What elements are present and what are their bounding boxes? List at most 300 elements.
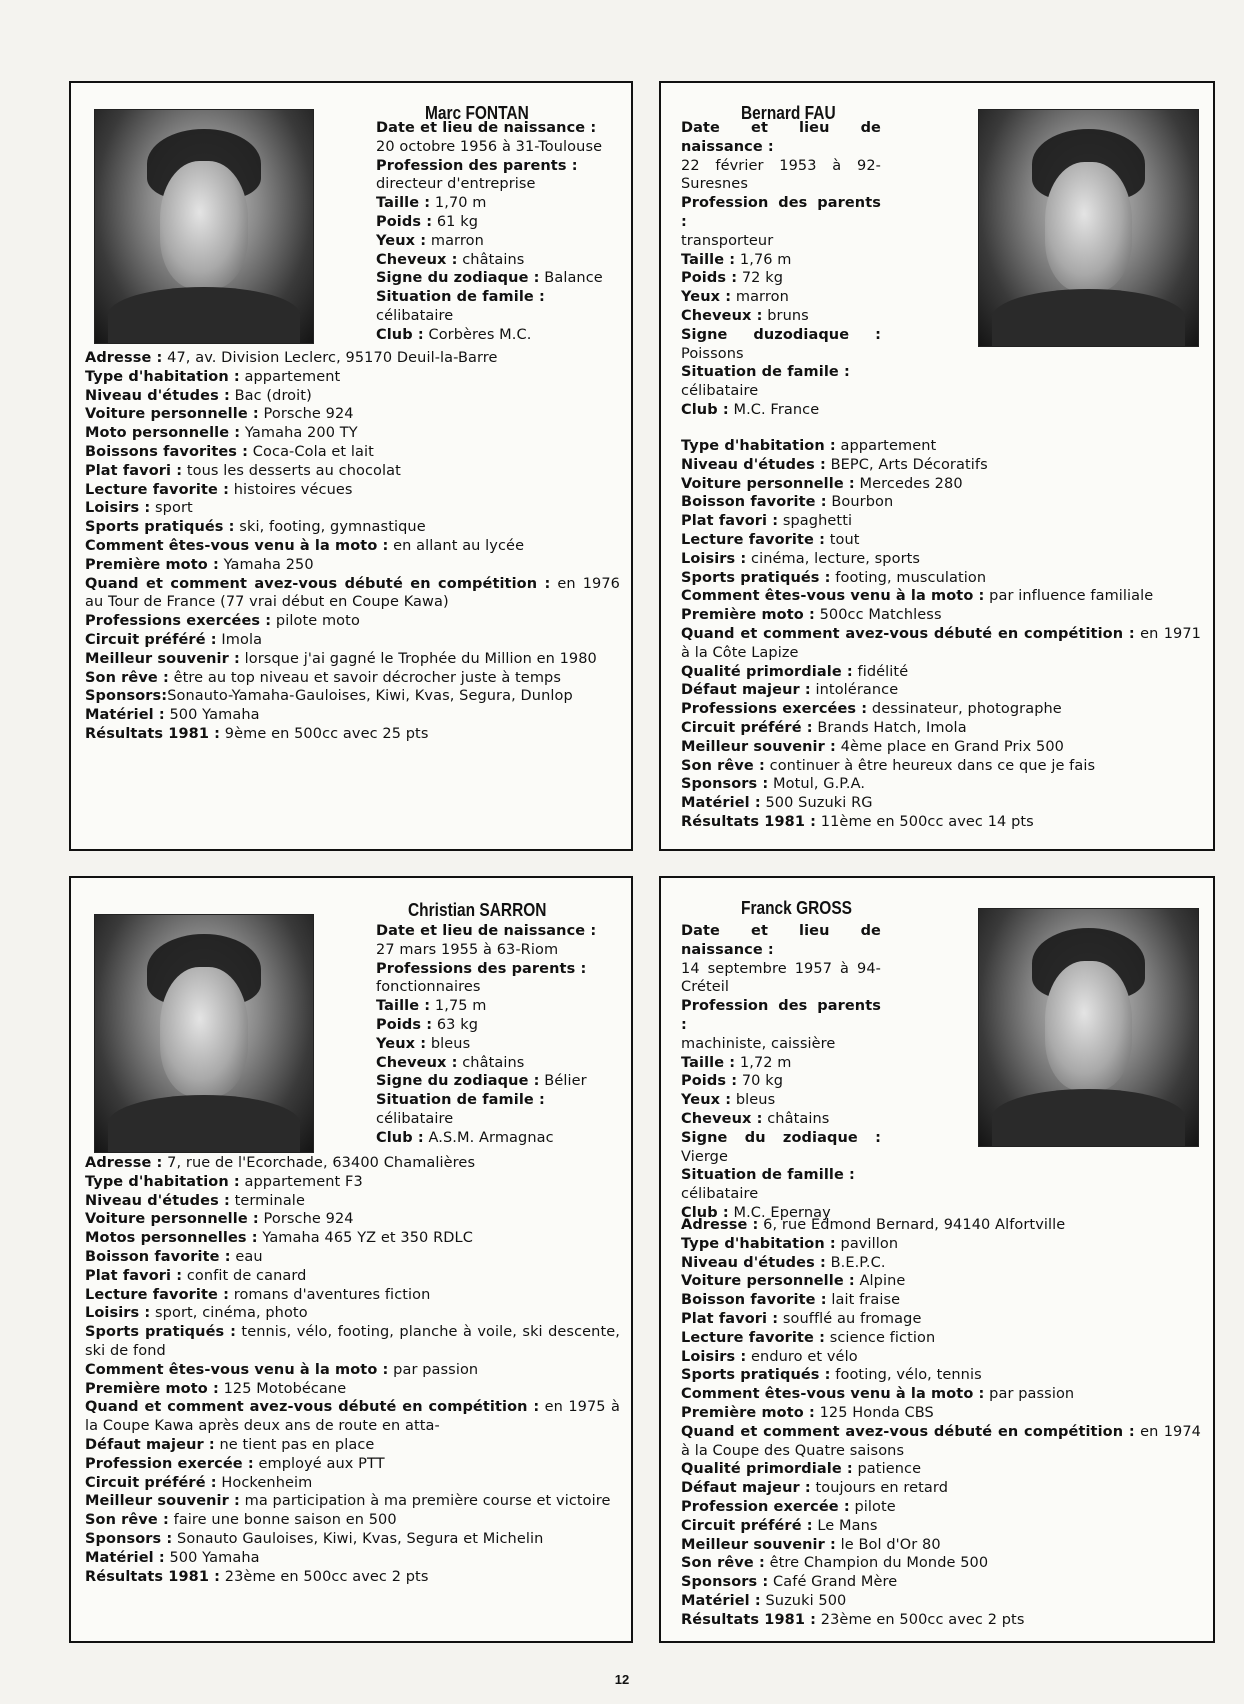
field-label: Type d'habitation : [85,1173,240,1190]
profile-field [681,719,1201,738]
profile-field [376,119,621,138]
profile-field [376,269,621,288]
field-value: faire une bonne saison en 500 [168,1512,397,1529]
field-label: Boissons favorites : [85,443,249,460]
field-value: 22 février 1953 à 92-Suresnes [681,157,881,193]
profile-field [681,1110,881,1129]
field-label: Comment êtes-vous venu à la moto : [85,537,389,554]
field-label: Quand et comment avez-vous débuté en compétition : [681,625,1135,642]
field-value: terminale [229,1192,305,1209]
profile-field [681,1216,1201,1235]
profile-field [85,687,620,706]
field-label: Situation de famille : [681,1167,855,1184]
field-label: Plat favori : [85,462,183,479]
profile-field [85,1286,620,1305]
profile-field [85,612,620,631]
field-value: fonctionnaires [376,979,481,996]
field-label: Première moto : [85,1380,219,1397]
profile-field [681,587,1201,606]
field-label: Plat favori : [85,1267,183,1284]
field-label: Sponsors : [85,1530,173,1547]
field-label: Son rêve : [681,757,765,774]
field-value: Suzuki 500 [760,1592,847,1609]
profile-field [681,157,881,195]
field-value: châtains [457,1054,525,1071]
field-value: BEPC, Arts Décoratifs [825,456,988,473]
profile-field [681,757,1201,776]
profile-field [681,1310,1201,1329]
field-label: Loisirs : [681,1348,747,1365]
profile-field [681,1035,881,1054]
field-label: Comment êtes-vous venu à la moto : [681,588,985,605]
field-value: Alpine [854,1273,906,1290]
field-label: Circuit préféré : [85,1474,217,1491]
profile-field [681,475,1201,494]
profile-field [376,288,621,307]
field-value: soufflé au fromage [778,1310,922,1327]
field-value: par passion [388,1361,479,1378]
field-value: lorsque j'ai gagné le Trophée du Million en 1980 [239,650,597,667]
field-value: par passion [984,1386,1075,1403]
profile-field [681,437,1201,456]
field-label: Lecture favorite : [681,531,825,548]
profile-field [681,681,1201,700]
rider-card-fau [659,81,1215,851]
field-label: Voiture personnelle : [681,1273,855,1290]
field-value: le Bol d'Or 80 [835,1536,941,1553]
profile-field [681,922,881,960]
field-label: Résultats 1981 : [85,1568,221,1585]
field-label: Meilleur souvenir : [85,1493,240,1510]
field-label: Niveau d'études : [85,387,230,404]
rider-photo [978,109,1199,347]
field-label: Situation de famile : [376,289,545,306]
field-label: Poids : [376,1016,433,1033]
field-value: châtains [457,251,525,268]
field-value: machiniste, caissière [681,1035,836,1052]
field-label: Cheveux : [681,307,763,324]
field-label: Lecture favorite : [85,481,229,498]
field-value: bleus [731,1092,776,1109]
field-value: histoires vécues [229,481,353,498]
photo-face [1045,961,1133,1091]
field-value: ma participation à ma première course et victoire [239,1493,611,1510]
profile-field [376,1091,621,1110]
field-value: être Champion du Monde 500 [764,1555,989,1572]
field-label: Loisirs : [681,550,747,567]
field-value: 500 Yamaha [164,1549,260,1566]
field-label: Type d'habitation : [681,438,836,454]
profile-field [681,1517,1201,1536]
field-label: Matériel : [85,1549,165,1566]
rider-profile-top [681,119,881,420]
rider-name: Bernard FAU [741,103,836,123]
field-value: célibataire [681,1186,759,1203]
field-value: 500cc Matchless [814,607,942,624]
profile-field [85,537,620,556]
field-label: Boisson favorite : [85,1248,231,1265]
field-label: Sports pratiqués : [85,1324,236,1341]
profile-field [376,1035,621,1054]
field-label: Matériel : [85,707,165,724]
field-value: Yamaha 465 YZ et 350 RDLC [257,1230,473,1247]
profile-field [85,1192,620,1211]
profile-field [681,1348,1201,1367]
rider-profile-bottom [681,437,1201,832]
field-value: Sonauto Gauloises, Kiwi, Kvas, Segura et Michelin [172,1530,544,1547]
field-value: célibataire [681,383,759,400]
field-value: 7, rue de l'Ecorchade, 63400 Chamalières [162,1155,476,1171]
field-label: Sports pratiqués : [85,519,235,536]
profile-field [85,1304,620,1323]
field-value: confit de canard [182,1267,307,1284]
field-label: Profession des parents : [681,998,881,1033]
profile-field [376,1110,621,1129]
field-value: enduro et vélo [746,1348,858,1365]
field-value: fidélité [852,663,909,680]
profile-field [376,997,621,1016]
field-value: marron [731,289,789,306]
field-value: 70 kg [737,1073,783,1090]
field-label: Circuit préféré : [85,631,217,648]
profile-field [85,1492,620,1511]
profile-field [681,1536,1201,1555]
field-value: 23ème en 500cc avec 2 pts [816,1611,1025,1628]
photo-shoulders [108,287,300,343]
field-value: Bourbon [826,494,894,511]
profile-field [681,307,881,326]
field-label: Taille : [376,195,431,212]
field-value: 63 kg [432,1016,478,1033]
field-label: Loisirs : [85,1305,151,1322]
field-value: M.C. France [728,401,820,418]
profile-field [376,307,621,326]
field-value: sport, cinéma, photo [150,1305,308,1322]
profile-field [681,606,1201,625]
profile-field [681,1460,1201,1479]
profile-field [681,382,881,401]
field-value: tous les desserts au chocolat [182,462,401,479]
profile-field [376,251,621,270]
field-label: Quand et comment avez-vous débuté en compétition : [85,1399,540,1416]
profile-field [85,1436,620,1455]
photo-shoulders [108,1095,300,1152]
field-value: célibataire [376,307,454,324]
rider-profile-top [681,922,881,1223]
field-label: Taille : [376,998,431,1015]
profile-field [681,1129,881,1167]
profile-field [681,738,1201,757]
field-value: spaghetti [778,513,853,530]
field-value: par influence familiale [984,588,1154,605]
profile-field [681,1272,1201,1291]
field-value: footing, vélo, tennis [830,1367,982,1384]
field-label: Résultats 1981 : [681,1611,817,1628]
rider-card-fontan [69,81,633,851]
rider-photo [94,109,314,344]
profile-field [85,499,620,518]
field-label: Son rêve : [681,1555,765,1572]
profile-field [681,550,1201,569]
rider-photo [94,914,314,1153]
field-label: Situation de famile : [681,364,850,381]
field-label: Quand et comment avez-vous débuté en compétition : [85,575,551,592]
field-value: tennis, vélo, footing, planche à voile, ski descente, ski de fond [85,1324,620,1359]
field-label: Profession des parents : [681,195,881,230]
field-label: Date et lieu de naissance : [681,120,881,155]
field-value: 1,76 m [735,251,792,268]
field-value: Hockenheim [216,1474,313,1491]
field-label: Comment êtes-vous venu à la moto : [85,1361,389,1378]
field-value: eau [230,1248,263,1265]
profile-field [85,575,620,613]
profile-field [681,194,881,232]
profile-field [85,387,620,406]
field-label: Cheveux : [681,1110,763,1127]
profile-field [681,663,1201,682]
profile-field [681,1366,1201,1385]
field-value: toujours en retard [810,1480,949,1497]
profile-field [681,1291,1201,1310]
profile-field [681,1166,881,1185]
profile-field [681,1385,1201,1404]
field-value: sport [150,500,193,517]
photo-face [1045,162,1133,292]
field-label: Profession des parents : [376,157,578,174]
field-value: cinéma, lecture, sports [746,550,921,567]
profile-field [376,922,621,941]
field-value: Yamaha 200 TY [240,425,358,442]
field-label: Plat favori : [681,513,779,530]
field-value: appartement [835,438,937,454]
profile-field [681,119,881,157]
field-label: Sponsors : [681,776,769,793]
profile-field [85,1511,620,1530]
profile-field [85,518,620,537]
field-label: Matériel : [681,1592,761,1609]
field-value: tout [825,531,860,548]
profile-field [376,138,621,157]
field-label: Situation de famile : [376,1092,545,1109]
profile-field [681,775,1201,794]
field-label: Taille : [681,1054,736,1071]
field-label: Sports pratiqués : [681,1367,831,1384]
field-label: Boisson favorite : [681,1292,827,1309]
profile-field [85,1380,620,1399]
field-value: 20 octobre 1956 à 31-Toulouse [376,138,603,155]
profile-field [681,1091,881,1110]
profile-field [85,1530,620,1549]
field-label: Yeux : [376,232,427,249]
profile-field [85,424,620,443]
field-value: pavillon [835,1235,899,1252]
field-value: footing, musculation [830,569,987,586]
profile-field [681,997,881,1035]
field-value: Mercedes 280 [854,475,963,492]
field-label: Yeux : [681,1092,732,1109]
profile-field [85,1474,620,1493]
field-value: célibataire [376,1110,454,1127]
field-label: Club : [681,1204,729,1221]
field-value: Sonauto-Yamaha-Gauloises, Kiwi, Kvas, Segura, Dunlop [167,688,573,705]
field-label: Niveau d'études : [681,456,826,473]
field-label: Loisirs : [85,500,151,517]
field-value: Corbères M.C. [423,326,532,343]
page-number: 12 [614,1672,630,1687]
field-label: Quand et comment avez-vous débuté en compétition : [681,1423,1135,1440]
field-label: Niveau d'études : [85,1192,230,1209]
field-label: Profession exercée : [85,1455,254,1472]
field-value: patience [852,1461,922,1478]
profile-field [85,405,620,424]
field-label: Défaut majeur : [681,1480,811,1497]
field-value: science fiction [825,1329,936,1346]
field-label: Signe du zodiaque : [376,1073,540,1090]
profile-field [681,288,881,307]
field-label: Matériel : [681,795,761,812]
profile-field [85,481,620,500]
field-label: Date et lieu de naissance : [681,923,881,958]
field-value: directeur d'entreprise [376,176,536,193]
profile-field [681,1329,1201,1348]
field-value: 27 mars 1955 à 63-Riom [376,941,559,958]
profile-field [376,326,621,345]
field-value: lait fraise [826,1292,901,1309]
profile-field [681,1235,1201,1254]
field-label: Niveau d'études : [681,1254,826,1271]
field-value: 1,72 m [735,1054,792,1071]
field-value: pilote moto [271,613,360,630]
field-value: pilote [849,1498,896,1515]
profile-field [681,1498,1201,1517]
profile-field [376,213,621,232]
profile-field [681,1573,1201,1592]
profile-field [85,349,620,368]
field-value: appartement F3 [239,1173,363,1190]
field-value: en 1976 au Tour de France (77 vrai début en Coupe Kawa) [85,575,620,611]
field-label: Poids : [681,1073,738,1090]
profile-field [681,794,1201,813]
profile-field [376,1016,621,1035]
field-label: Motos personnelles : [85,1230,258,1247]
field-label: Taille : [681,251,736,268]
profile-field [376,1129,621,1148]
profile-field [376,175,621,194]
profile-field [85,556,620,575]
field-label: Circuit préféré : [681,719,813,736]
field-value: 4ème place en Grand Prix 500 [835,738,1065,755]
field-value: 125 Honda CBS [814,1404,934,1421]
field-label: Adresse : [681,1217,759,1233]
field-label: Cheveux : [376,251,458,268]
field-value: en allant au lycée [388,537,525,554]
field-label: Meilleur souvenir : [681,1536,836,1553]
profile-field [85,1248,620,1267]
field-value: 1,70 m [430,195,487,212]
field-label: Lecture favorite : [85,1286,229,1303]
profile-field [681,493,1201,512]
field-value: Vierge [681,1148,728,1165]
profile-field [681,531,1201,550]
field-value: Porsche 924 [258,1211,354,1228]
profile-field [85,669,620,688]
profile-field [85,1323,620,1361]
photo-shoulders [992,289,1185,346]
field-label: Cheveux : [376,1054,458,1071]
field-label: Boisson favorite : [681,494,827,511]
profile-field [85,443,620,462]
profile-field [376,232,621,251]
profile-field [85,1229,620,1248]
field-label: Professions des parents : [376,960,587,977]
profile-field [681,1185,881,1204]
profile-field [681,1611,1201,1630]
field-value: Porsche 924 [258,406,354,423]
field-value: ne tient pas en place [214,1436,375,1453]
rider-profile-bottom [681,1216,1201,1630]
field-value: Coca-Cola et lait [248,443,374,460]
profile-field [85,1549,620,1568]
field-value: marron [426,232,484,249]
profile-field [85,1210,620,1229]
field-value: en 1974 à la Coupe des Quatre saisons [681,1423,1202,1459]
field-value: 9ème en 500cc avec 25 pts [220,725,429,742]
field-label: Sports pratiqués : [681,569,831,586]
field-value: dessinateur, photographe [867,701,1062,718]
field-label: Résultats 1981 : [681,813,817,830]
profile-field [85,1568,620,1587]
field-value: 11ème en 500cc avec 14 pts [816,813,1034,830]
field-label: Qualité primordiale : [681,663,853,680]
rider-profile-bottom [85,349,620,744]
rider-profile-top [376,119,621,345]
profile-field [85,650,620,669]
rider-name: Christian SARRON [408,900,547,920]
field-label: Moto personnelle : [85,425,241,442]
field-label: Adresse : [85,1155,163,1171]
field-label: Sponsors : [681,1574,769,1591]
field-value: continuer à être heureux dans ce que je fais [764,757,1096,774]
field-label: Professions exercées : [85,613,272,630]
profile-field [376,1054,621,1073]
field-value: bleus [426,1035,471,1052]
profile-field [681,251,881,270]
profile-field [85,1361,620,1380]
profile-field [85,1455,620,1474]
profile-field [681,363,881,382]
profile-field [376,941,621,960]
field-label: Yeux : [681,289,732,306]
field-label: Première moto : [681,1404,815,1421]
field-value: 72 kg [737,270,783,287]
rider-name: Marc FONTAN [425,103,529,123]
profile-field [681,269,881,288]
field-value: employé aux PTT [253,1455,385,1472]
field-label: Type d'habitation : [681,1235,836,1252]
field-label: Qualité primordiale : [681,1461,853,1478]
field-value: transporteur [681,232,774,249]
profile-field [376,157,621,176]
field-value: M.C. Epernay [728,1204,831,1221]
field-value: 125 Motobécane [218,1380,347,1397]
rider-photo [978,908,1199,1147]
profile-field [85,631,620,650]
field-label: Première moto : [681,607,815,624]
field-label: Lecture favorite : [681,1329,825,1346]
field-label: Voiture personnelle : [681,475,855,492]
profile-field [85,368,620,387]
field-value: Bélier [539,1073,587,1090]
